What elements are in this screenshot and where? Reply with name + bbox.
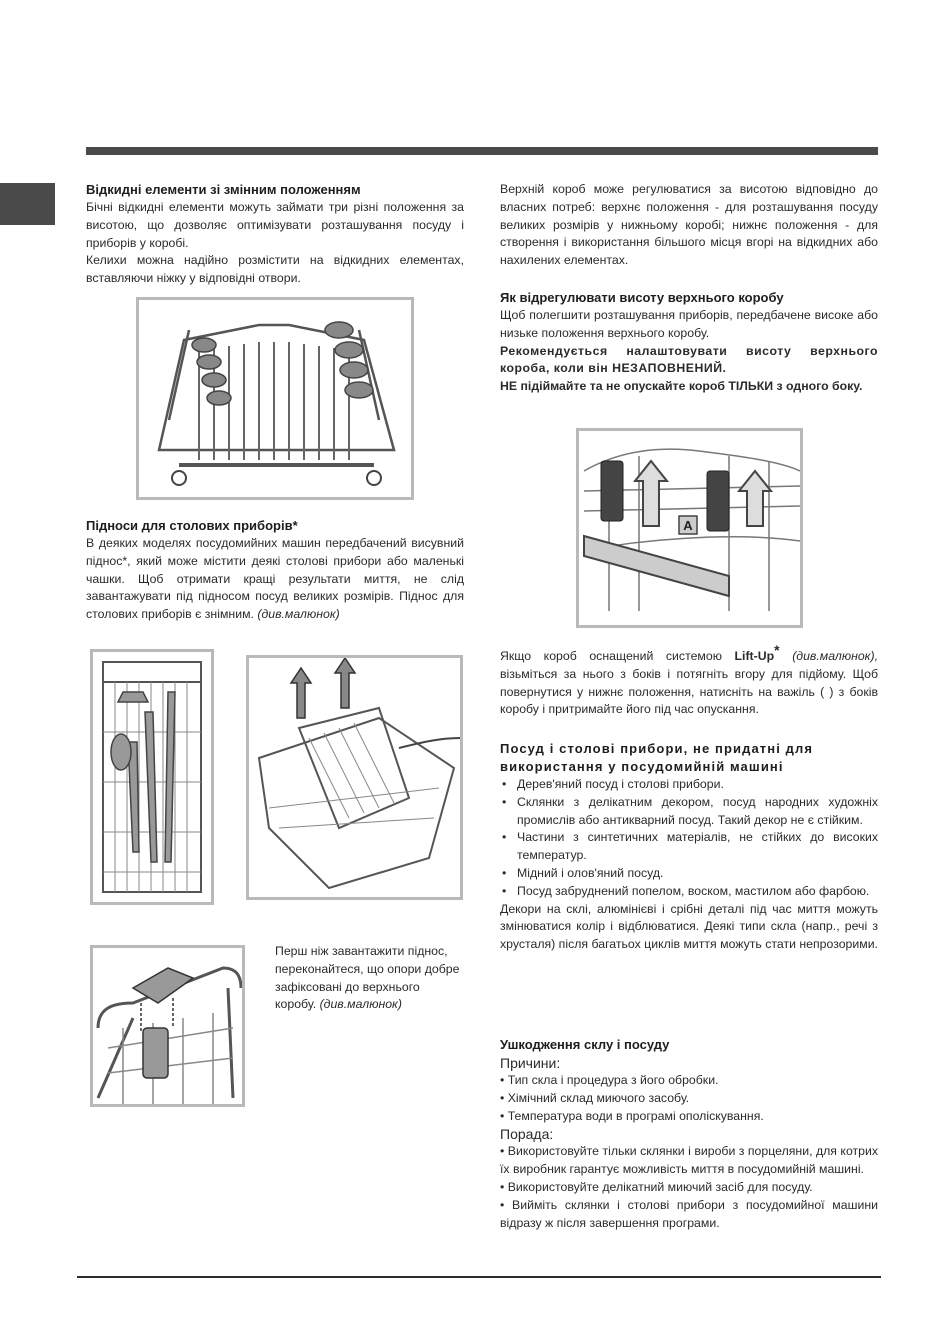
tray-removal-illustration xyxy=(249,658,460,897)
section-tray-supports xyxy=(275,943,464,1014)
header-rule xyxy=(86,147,878,155)
lift-up-star: * xyxy=(774,641,780,658)
list-item: • Склянки з делікатним декором, посуд народних художніх промислів або антикварний посуд. Такий декор не є стійким. xyxy=(500,794,878,830)
section-unsuitable xyxy=(500,740,878,954)
lift-up-pre: Якщо короб оснащений системою xyxy=(500,649,722,663)
height-adjust-heading: Як відрегулювати висоту верхнього коробу xyxy=(500,290,784,305)
height-adjust-warning: НЕ підіймайте та не опускайте короб ТІЛЬКИ з одного боку. xyxy=(500,379,863,394)
list-item: • Тип скла і процедура з його обробки. xyxy=(500,1073,719,1087)
list-item: • Використовуйте делікатний миючий засіб для посуду. xyxy=(500,1179,813,1194)
cutlery-tray-body: В деяких моделях посудомийних машин передбачений висувний піднос*, який може містити деякі столові прибори або маленькі чашки. Щоб отримати кращі результати миття, не слід завантажувати під підносом посуд великих розмірів. Піднос для столових приборів є знімним. xyxy=(86,536,464,622)
section-upper-basket xyxy=(500,181,878,270)
cutlery-tray-text xyxy=(86,535,464,624)
lift-up-post: візьміться за нього з боків і потягніть вгору для підйому. Щоб повернутися у нижнє положення, натисніть на важіль ( ) з боків коробу і притримайте його під час опускання. xyxy=(500,666,878,717)
section-flip-elements xyxy=(86,181,464,288)
tray-supports-ref: (див.малюнок) xyxy=(319,997,402,1012)
tray-supports-text xyxy=(275,943,464,1014)
tray-supports-body: Перш ніж завантажити піднос, переконайтеся, що опори добре зафіксовані до верхнього коробу. xyxy=(275,944,460,1012)
unsuitable-heading: Посуд і столові прибори, не придатні для використання у посудомийній машині xyxy=(500,741,814,774)
height-adjust-recommendation: Рекомендується налаштовувати висоту верхнього короба, коли він НЕЗАПОВНЕНИЙ. xyxy=(500,343,878,376)
unsuitable-list xyxy=(500,776,878,901)
causes-title: Причини: xyxy=(500,1055,561,1071)
section-cutlery-tray xyxy=(86,517,464,624)
footer-rule xyxy=(77,1276,881,1278)
upper-basket-text: Верхній короб може регулюватися за висотою відповідно до власних потреб: верхнє положення - для розташування посуду великих розмірів у нижньому коробі; нижнє положення - для створення і використання більшого місця вгорі на відкидних або нахилених елементах. xyxy=(500,182,878,268)
flip-elements-heading: Відкидні елементи зі змінним положенням xyxy=(86,182,361,197)
list-item: • Дерев'яний посуд і столові прибори. xyxy=(500,776,878,794)
list-item: • Вийміть склянки і столові прибори з посудомийної машини відразу ж після завершення програми. xyxy=(500,1197,878,1230)
glasses-text: Келихи можна надійно розмістити на відкидних елементах, вставляючи ніжку у відповідні отвори. xyxy=(86,253,464,286)
lift-up-label-a: A xyxy=(683,518,693,533)
list-item: • Посуд забруднений попелом, воском, мастилом або фарбою. xyxy=(500,883,878,901)
flip-elements-text: Бічні відкидні елементи можуть займати три різні положення за висотою, що дозволяє оптимізувати розташування посуду і приборів у коробі. xyxy=(86,200,464,250)
tray-removal-figure xyxy=(246,655,463,900)
lift-up-figure xyxy=(576,428,803,628)
lift-up-text xyxy=(500,641,879,719)
cutlery-tray-illustration xyxy=(93,652,211,902)
decor-text: Декори на склі, алюмінієві і срібні деталі під час миття можуть змінюватися колір і відблюватися. Деякі типи скла (напр., речі з хрусталя) після багатьох циклів миття можуть стати непрозорими. xyxy=(500,901,878,952)
damage-heading: Ушкодження склу і посуду xyxy=(500,1037,670,1052)
list-item: • Частини з синтетичних матеріалів, не стійких до високих температур. xyxy=(500,829,878,865)
list-item: • Температура води в програмі ополіскування. xyxy=(500,1108,764,1123)
list-item: • Хімічний склад миючого засобу. xyxy=(500,1090,690,1105)
section-height-adjust xyxy=(500,289,878,396)
cutlery-tray-heading: Підноси для столових приборів* xyxy=(86,518,298,533)
section-lift-up xyxy=(500,641,879,719)
cutlery-tray-figure xyxy=(90,649,214,905)
lift-up-illustration xyxy=(579,431,800,625)
language-tab xyxy=(0,183,55,225)
section-damage xyxy=(500,1036,878,1232)
height-adjust-text: Щоб полегшити розташування приборів, передбачене високе або низьке положення верхнього коробу. xyxy=(500,308,878,340)
cutlery-tray-ref: (див.малюнок) xyxy=(257,607,340,622)
list-item: • Використовуйте тільки склянки і вироби з порцеляни, для котрих їх виробник гарантує можливість миття в посудомийній машині. xyxy=(500,1144,878,1177)
advice-title: Порада: xyxy=(500,1126,554,1143)
lift-up-brand: Lift-Up xyxy=(734,649,775,663)
lift-up-ref: (див.малюнок), xyxy=(792,649,879,663)
list-item: • Мідний і олов'яний посуд. xyxy=(500,865,878,883)
tray-supports-figure xyxy=(90,945,245,1107)
upper-rack-figure xyxy=(136,297,414,500)
tray-supports-illustration xyxy=(93,948,242,1104)
upper-rack-illustration xyxy=(139,300,411,497)
